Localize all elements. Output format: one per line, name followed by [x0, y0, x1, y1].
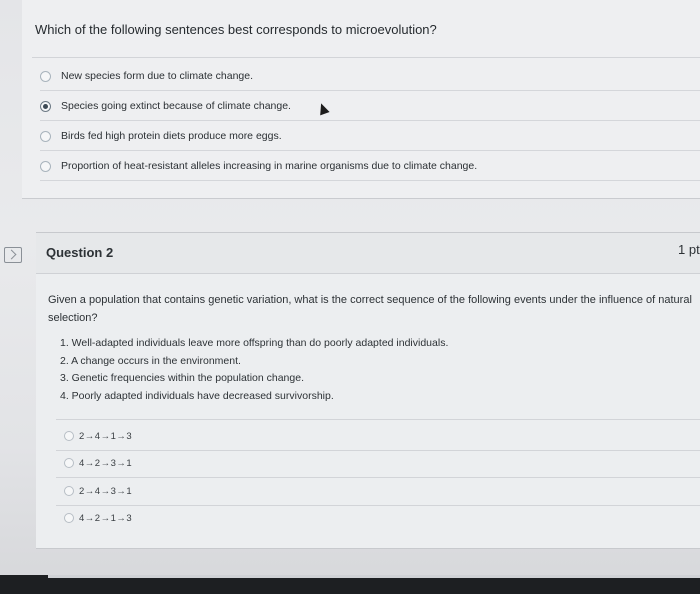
radio-button-selected[interactable]	[40, 101, 51, 112]
divider	[56, 419, 700, 420]
answer-option-1[interactable]	[40, 62, 700, 91]
divider	[56, 477, 700, 478]
answer-label: Species going extinct because of climate change.	[61, 100, 291, 112]
answer-option-2[interactable]	[40, 92, 700, 121]
event-item: 2. A change occurs in the environment.	[60, 354, 241, 367]
answer-label: Birds fed high protein diets produce more eggs.	[61, 130, 282, 142]
radio-button[interactable]	[64, 458, 74, 468]
sequence-label: 2→4→3→1	[79, 485, 133, 497]
next-card-edge	[48, 575, 700, 578]
question-2-title: Question 2	[46, 245, 114, 260]
sequence-option-2[interactable]	[64, 453, 132, 473]
event-item: 4. Poorly adapted individuals have decreased survivorship.	[60, 389, 334, 402]
sequence-label: 4→2→3→1	[79, 457, 133, 469]
sequence-option-4[interactable]	[64, 508, 132, 528]
sequence-label: 2→4→1→3	[79, 430, 133, 442]
question-2-card	[36, 232, 700, 549]
radio-button[interactable]	[64, 486, 74, 496]
divider	[32, 57, 700, 58]
answer-option-4[interactable]	[40, 152, 700, 181]
radio-button[interactable]	[40, 161, 51, 172]
divider	[56, 505, 700, 506]
divider	[56, 450, 700, 451]
question-2-prompt: Given a population that contains genetic variation, what is the correct sequence of the following events under the influence of natural selection?	[48, 294, 692, 324]
sequence-option-1[interactable]	[64, 426, 132, 446]
radio-button[interactable]	[64, 513, 74, 523]
answer-label: Proportion of heat-resistant alleles increasing in marine organisms due to climate change.	[61, 160, 478, 172]
answer-label: New species form due to climate change.	[61, 70, 254, 82]
flag-question-icon[interactable]	[4, 247, 22, 263]
question-1-card	[22, 0, 700, 199]
radio-button[interactable]	[40, 131, 51, 142]
question-1-prompt: Which of the following sentences best corresponds to microevolution?	[35, 22, 437, 37]
screen-bezel	[0, 575, 700, 594]
question-2-points: 1 pt	[678, 242, 700, 257]
radio-button[interactable]	[64, 431, 74, 441]
event-item: 3. Genetic frequencies within the population change.	[60, 372, 304, 384]
event-list	[60, 335, 448, 405]
question-2-header	[36, 233, 700, 274]
answer-option-3[interactable]	[40, 122, 700, 151]
sequence-option-3[interactable]	[64, 481, 132, 501]
sequence-label: 4→2→1→3	[79, 512, 133, 524]
event-item: 1. Well-adapted individuals leave more offspring than do poorly adapted individuals.	[60, 337, 449, 349]
radio-button[interactable]	[40, 71, 51, 82]
